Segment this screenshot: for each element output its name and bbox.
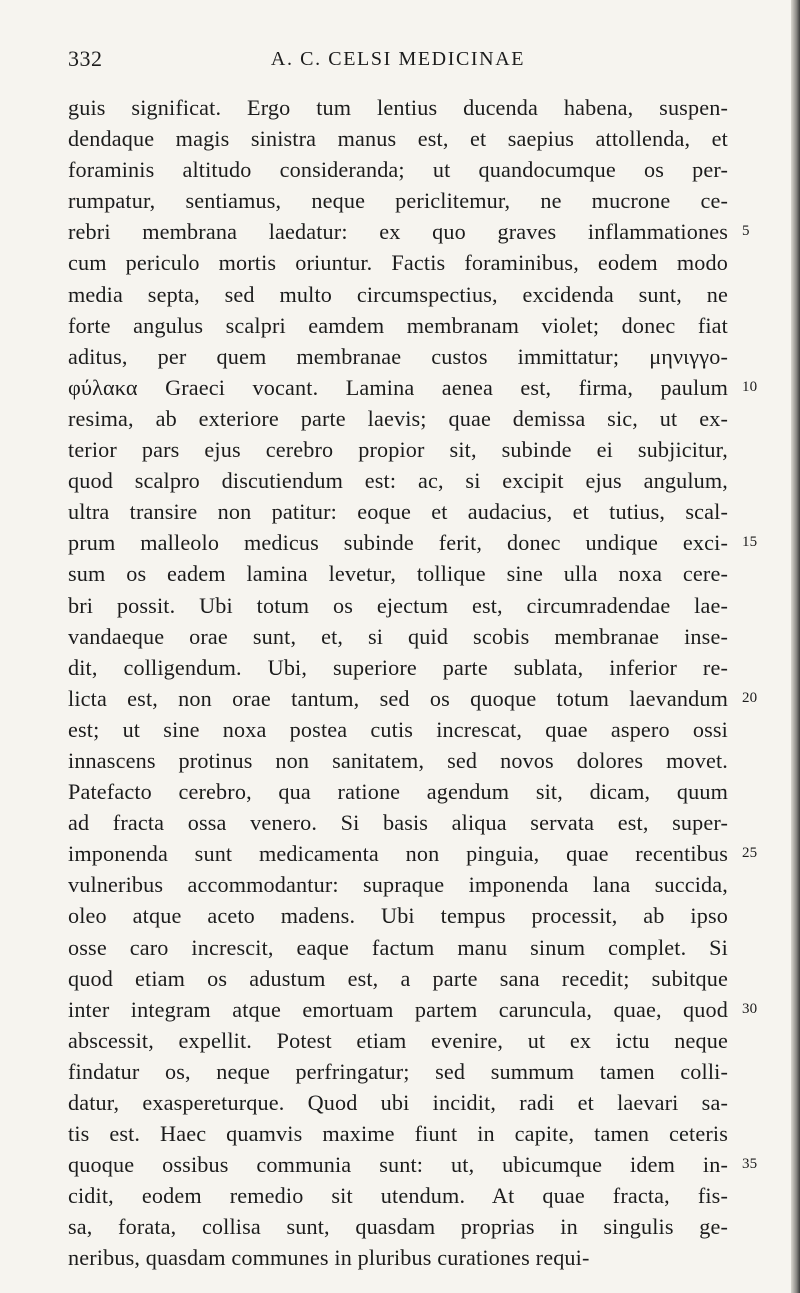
line-text: resima, ab exteriore parte laevis; quae demissa sic, ut ex- (68, 405, 728, 431)
line-text: prum malleolo medicus subinde ferit, donec undique exci- (68, 530, 728, 556)
line-number: 5 (742, 223, 750, 240)
text-line (68, 1180, 728, 1211)
text-line (68, 558, 728, 589)
line-text: guis significat. Ergo tum lentius ducenda habena, suspen- (68, 95, 728, 120)
text-line (68, 341, 728, 372)
line-text: est; ut sine noxa postea cutis increscat, quae aspero ossi (68, 716, 728, 742)
text-line (68, 869, 728, 900)
text-line (68, 932, 728, 963)
line-text: osse caro increscit, eaque factum manu sinum complet. Si (68, 934, 728, 960)
line-number: 10 (742, 378, 758, 395)
line-text: forte angulus scalpri eamdem membranam violet; donec fiat (68, 312, 728, 338)
line-text: imponenda sunt medicamenta non pinguia, quae recentibus (68, 841, 728, 867)
text-line (68, 216, 750, 247)
text-line (68, 963, 728, 994)
text-line (68, 652, 728, 683)
text-line (68, 807, 728, 838)
text-line (68, 279, 728, 310)
body-text (68, 92, 758, 1274)
line-number: 20 (742, 689, 758, 706)
text-line (68, 123, 728, 154)
text-line (68, 403, 728, 434)
page-edge-shadow (791, 0, 800, 1293)
text-line (68, 1118, 728, 1149)
line-text: foraminis altitudo consideranda; ut quandocumque os per- (68, 157, 728, 183)
text-line (68, 154, 728, 185)
text-line (68, 465, 728, 496)
text-line (68, 1211, 728, 1242)
line-text: licta est, non orae tantum, sed os quoque totum laevandum (68, 685, 728, 711)
line-text: rumpatur, sentiamus, neque periclitemur, ne mucrone ce- (68, 188, 728, 214)
text-line (68, 745, 728, 776)
line-text: dit, colligendum. Ubi, superiore parte sublata, inferior re- (68, 654, 728, 680)
line-text: findatur os, neque perfringatur; sed summum tamen colli- (68, 1058, 728, 1084)
line-text: media septa, sed multo circumspectius, excidenda sunt, ne (68, 281, 728, 307)
text-line (68, 590, 728, 621)
text-line (68, 683, 758, 714)
line-text: dendaque magis sinistra manus est, et saepius attollenda, et (68, 126, 728, 152)
line-text: Patefacto cerebro, qua ratione agendum sit, dicam, quum (68, 779, 728, 805)
text-line (68, 714, 728, 745)
text-line (68, 185, 728, 216)
text-line (68, 994, 758, 1025)
text-line (68, 1025, 728, 1056)
text-line (68, 776, 728, 807)
line-number: 25 (742, 845, 758, 862)
line-text: sa, forata, collisa sunt, quasdam proprias in singulis ge- (68, 1214, 728, 1240)
line-text: innascens protinus non sanitatem, sed novos dolores movet. (68, 747, 728, 773)
line-text: cum periculo mortis oriuntur. Factis foraminibus, eodem modo (68, 250, 728, 276)
line-text: oleo atque aceto madens. Ubi tempus processit, ab ipso (68, 903, 728, 929)
text-line (68, 1056, 728, 1087)
line-text: ultra transire non patitur: eoque et audacius, et tutius, scal- (68, 499, 728, 525)
text-line (68, 1149, 758, 1180)
text-line (68, 527, 758, 558)
running-head: A. C. CELSI MEDICINAE (270, 48, 526, 70)
line-text: bri possit. Ubi totum os ejectum est, circumradendae lae- (68, 592, 728, 618)
line-number: 35 (742, 1156, 758, 1173)
line-text: sum os eadem lamina levetur, tollique sine ulla noxa cere- (68, 561, 728, 587)
line-text: ad fracta ossa venero. Si basis aliqua servata est, super- (68, 810, 728, 836)
line-text: aditus, per quem membranae custos immittatur; μηνιγγο- (68, 343, 728, 369)
text-line (68, 92, 728, 123)
page-header (68, 46, 728, 76)
line-text: cidit, eodem remedio sit utendum. At quae fracta, fis- (68, 1183, 728, 1209)
line-number: 15 (742, 534, 758, 551)
line-text: φύλακα Graeci vocant. Lamina aenea est, firma, paulum (68, 374, 728, 400)
text-line (68, 900, 728, 931)
page-number: 332 (68, 46, 103, 71)
text-line (68, 1242, 728, 1273)
text-line (68, 372, 758, 403)
line-number: 30 (742, 1000, 758, 1017)
line-text: datur, exaspereturque. Quod ubi incidit, radi et laevari sa- (68, 1090, 728, 1115)
text-line (68, 247, 728, 278)
line-text: neribus, quasdam communes in pluribus curationes requi- (68, 1245, 590, 1271)
line-text: rebri membrana laedatur: ex quo graves inflammationes (68, 219, 728, 245)
line-text: tis est. Haec quamvis maxime fiunt in capite, tamen ceteris (68, 1121, 728, 1147)
line-text: quod etiam os adustum est, a parte sana recedit; subitque (68, 965, 728, 991)
text-line (68, 310, 728, 341)
text-line (68, 838, 758, 869)
line-text: vandaeque orae sunt, et, si quid scobis membranae inse- (68, 623, 728, 649)
line-text: vulneribus accommodantur: supraque imponenda lana succida, (68, 872, 728, 898)
line-text: abscessit, expellit. Potest etiam evenire, ut ex ictu neque (68, 1027, 728, 1053)
text-line (68, 621, 728, 652)
line-text: inter integram atque emortuam partem caruncula, quae, quod (68, 996, 728, 1022)
line-text: terior pars ejus cerebro propior sit, subinde ei subjicitur, (68, 437, 728, 463)
text-line (68, 496, 728, 527)
text-line (68, 434, 728, 465)
line-text: quoque ossibus communia sunt: ut, ubicumque idem in- (68, 1152, 728, 1178)
line-text: quod scalpro discutiendum est: ac, si excipit ejus angulum, (68, 468, 728, 494)
text-line (68, 1087, 728, 1118)
